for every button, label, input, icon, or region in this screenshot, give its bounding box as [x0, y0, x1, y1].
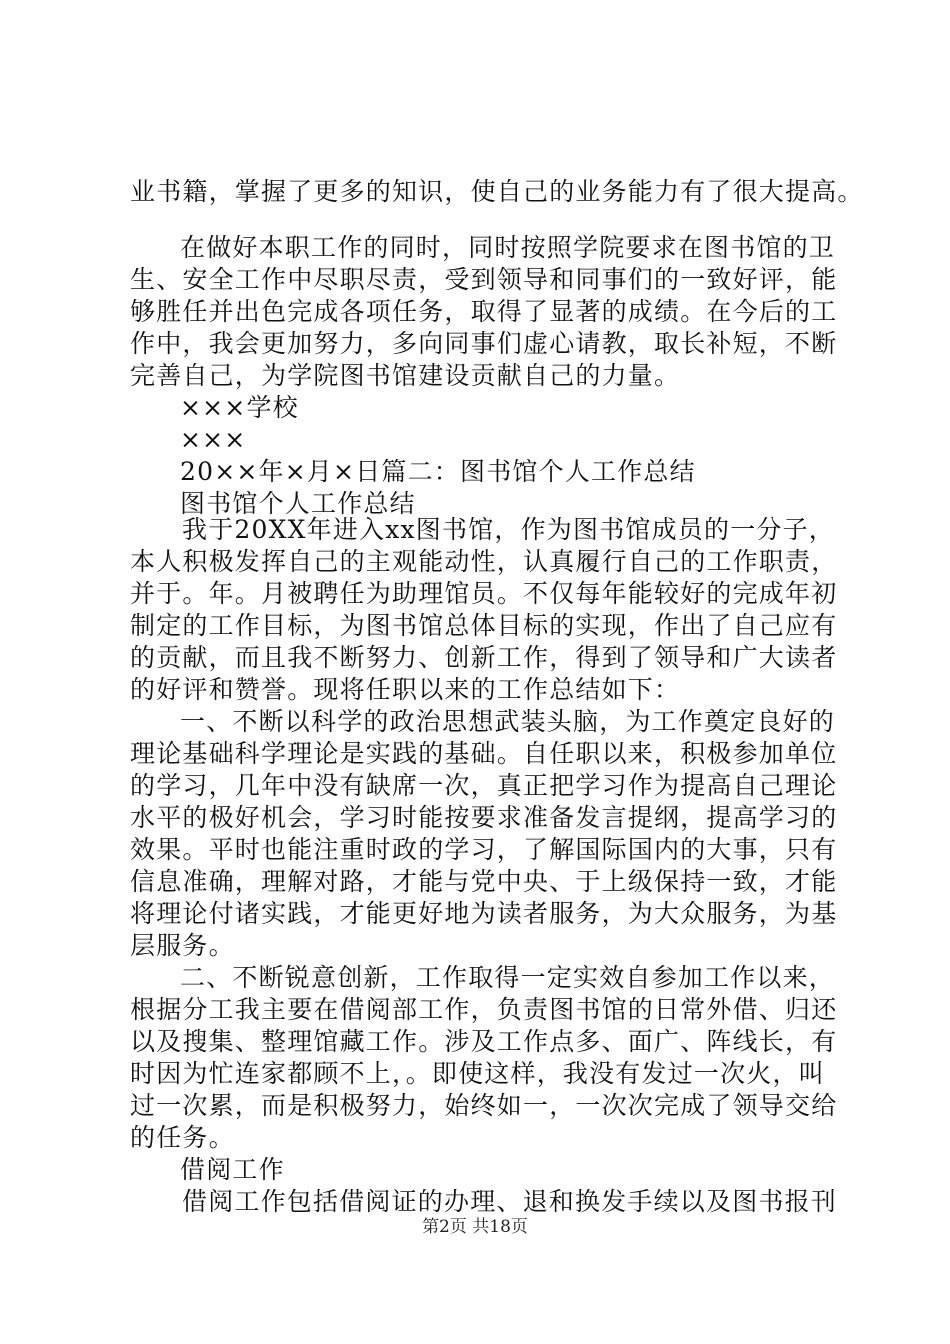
text-line: 的好评和赞誉。现将任职以来的工作总结如下：: [130, 675, 681, 704]
page-footer: 第2页 共18页: [422, 1217, 528, 1237]
text-line: 效果。平时也能注重时政的学习，了解国际国内的大事，只有: [130, 835, 838, 864]
text-line: 的贡献，而且我不断努力、创新工作，得到了领导和广大读者: [130, 643, 838, 672]
text-line: 在做好本职工作的同时，同时按照学院要求在图书馆的卫: [180, 233, 836, 262]
text-line: 信息准确，理解对路，才能与党中央、于上级保持一致，才能: [130, 867, 838, 896]
text-line: 的学习，几年中没有缺席一次，真正把学习作为提高自己理论: [130, 771, 838, 800]
text-line: 的任务。: [130, 1123, 235, 1152]
text-line: 水平的极好机会，学习时能按要求准备发言提纲，提高学习的: [130, 803, 838, 832]
text-line: 将理论付诸实践，才能更好地为读者服务，为大众服务，为基: [130, 899, 838, 928]
text-line: 一、不断以科学的政治思想武装头脑，为工作奠定良好的: [180, 707, 836, 736]
text-line: 20××年×月×日篇二：图书馆个人工作总结: [180, 457, 696, 486]
text-line: 制定的工作目标，为图书馆总体目标的实现，作出了自己应有: [130, 611, 838, 640]
section-heading: 借阅工作: [180, 1155, 285, 1184]
text-line: 以及搜集、整理馆藏工作。涉及工作点多、面广、阵线长，有: [130, 1027, 838, 1056]
text-line: 完善自己，为学院图书馆建设贡献自己的力量。: [130, 361, 681, 390]
text-line: ×××学校: [180, 393, 299, 422]
text-line: 并于。年。月被聘任为助理馆员。不仅每年能较好的完成年初: [130, 579, 838, 608]
text-line: 根据分工我主要在借阅部工作，负责图书馆的日常外借、归还: [130, 995, 838, 1024]
text-line: 二、不断锐意创新，工作取得一定实效自参加工作以来，: [180, 963, 836, 992]
text-line: 图书馆个人工作总结: [180, 489, 416, 518]
text-line: ×××: [180, 425, 247, 454]
text-line: 时因为忙连家都顾不上，。即使这样，我没有发过一次火，叫: [130, 1059, 825, 1088]
text-line: 作中，我会更加努力，多向同事们虚心请教，取长补短，不断: [130, 329, 838, 358]
text-line: 理论基础科学理论是实践的基础。自任职以来，积极参加单位: [130, 739, 838, 768]
text-line: 本人积极发挥自己的主观能动性，认真履行自己的工作职责，: [130, 547, 838, 576]
text-line: 够胜任并出色完成各项任务，取得了显著的成绩。在今后的工: [130, 297, 838, 326]
text-line: 业书籍，掌握了更多的知识，使自己的业务能力有了很大提高。: [130, 177, 864, 206]
text-line: 借阅工作包括借阅证的办理、退和换发手续以及图书报刊: [182, 1187, 838, 1216]
text-line: 生、安全工作中尽职尽责，受到领导和同事们的一致好评，能: [130, 265, 838, 294]
text-line: 层服务。: [130, 931, 235, 960]
text-line: 过一次累，而是积极努力，始终如一，一次次完成了领导交给: [130, 1091, 838, 1120]
text-line: 我于20XX年进入xx图书馆，作为图书馆成员的一分子，: [182, 515, 836, 544]
